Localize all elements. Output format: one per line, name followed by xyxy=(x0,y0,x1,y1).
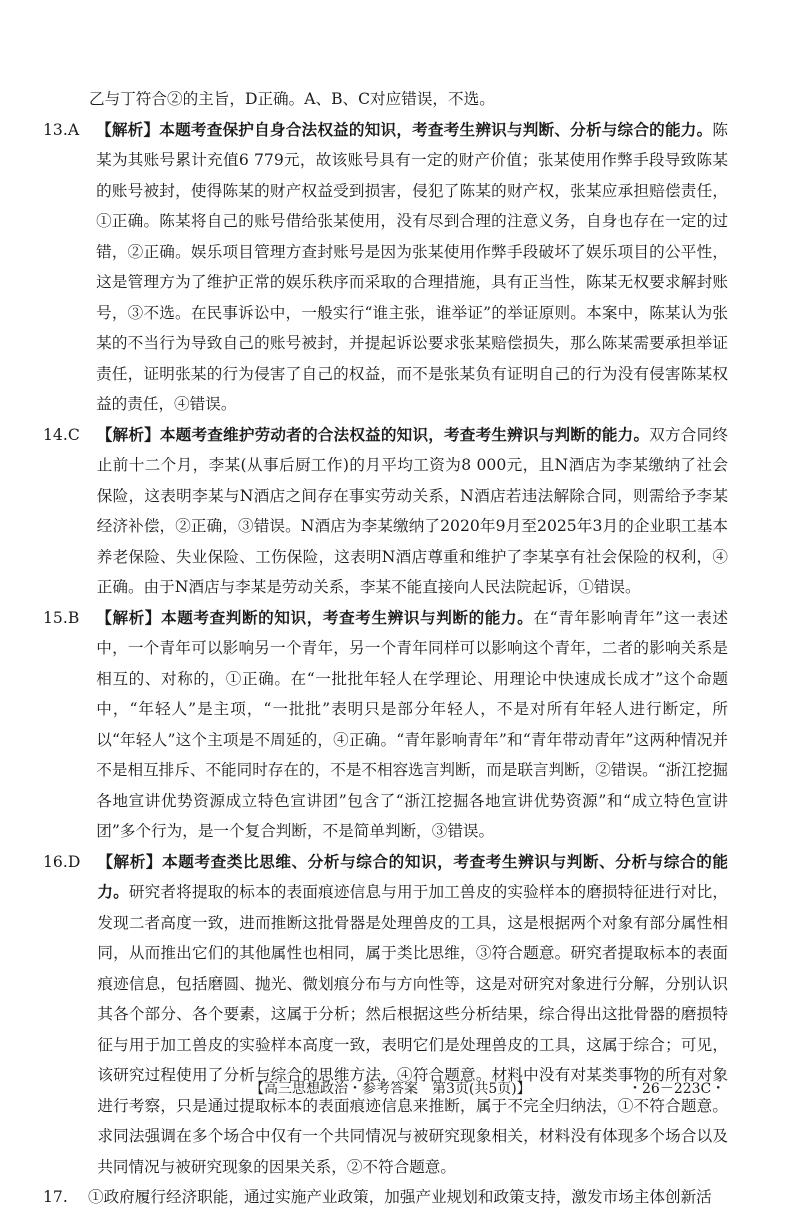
answer-item-16 xyxy=(43,847,728,1183)
answer-body xyxy=(97,847,728,1183)
answer-letter: B xyxy=(67,608,80,627)
question-number: 15.B xyxy=(43,608,80,627)
lead-paragraph: 乙与丁符合②的主旨，D正确。A、B、C对应错误，不选。 xyxy=(89,90,495,108)
answer-text: ①政府履行经济职能，通过实施产业政策，加强产业规划和政策支持，激发市场主体创新活 xyxy=(88,1188,712,1206)
analysis-heading: 【解析】本题考查判断的知识，考查考生辨识与判断的能力。 xyxy=(96,607,534,627)
analysis-heading: 【解析】本题考查维护劳动者的合法权益的知识，考查考生辨识与判断的能力。 xyxy=(96,424,650,444)
footer-page-info: 【高三思想政治・参考答案 第3页(共5页)】 xyxy=(250,1081,531,1097)
page-content xyxy=(43,84,729,1213)
analysis-heading: 【解析】本题考查类比思维、分析与综合的知识，考查考生辨识与判断、分析与综合的能力。 xyxy=(97,851,728,901)
question-number: 16.D xyxy=(43,852,81,871)
analysis-text: 双方合同终止前十二个月，李某(从事后厨工作)的月平均工资为8 000元，且N酒店为李某缴纳了社会保险，这表明李某与N酒店之间存在事实劳动关系，N酒店若违法解除合同，则需给予李某经济补偿，②正确，③错误。N酒店为李某缴纳了2020年9月至2025年3月的企业职工基本养老保险、失业保险、工伤保险，这表明N酒店尊重和维护了李某享有社会保险的权利，④正确。由于N酒店与李某是劳动关系，李某不能直接向人民法院起诉，①错误。 xyxy=(96,425,728,596)
answer-body xyxy=(96,603,728,847)
answer-item-17 xyxy=(43,1182,728,1213)
answer-letter: A xyxy=(67,120,80,139)
answer-body xyxy=(97,420,728,603)
answer-body xyxy=(96,115,728,420)
answer-letter: C xyxy=(67,425,80,444)
footer-code: ・26－223C・ xyxy=(628,1081,726,1097)
answer-item-13 xyxy=(43,115,728,420)
analysis-text: 研究者将提取的标本的表面痕迹信息与用于加工兽皮的实验样本的磨损特征进行对比，发现二者高度一致，进而推断这批骨器是处理兽皮的工具，这是根据两个对象有部分属性相同，从而推出它们的其他属性也相同，属于类比思维，③符合题意。研究者提取标本的表面痕迹信息，包括磨圆、抛光、微划痕分布与方向性等，这是对研究对象进行分解，分别认识其各个部分、各个要素，这属于分析；然后根据这些分析结果，综合得出这批骨器的磨损特征与用于加工兽皮的实验样本高度一致，表明它们是处理兽皮的工具，这属于综合；可见，该研究过程使用了分析与综合的思维方法，④符合题意。材料中没有对某类事物的所有对象进行考察，只是通过提取标本的表面痕迹信息来推断，属于不完全归纳法，①不符合题意。求同法强调在多个场合中仅有一个共同情况与被研究现象相关，材料没有体现多个场合以及共同情况与被研究现象的因果关系，②不符合题意。 xyxy=(97,883,728,1176)
analysis-text: 在“青年影响青年”这一表述中，一个青年可以影响另一个青年，另一个青年同样可以影响这个青年，二者的影响关系是相互的、对称的，①正确。在“一批批年轻人在学理论、用理论中快速成长成才”这个命题中，“年轻人”是主项，“一批批”表明只是部分年轻人，不是对所有年轻人进行断定，所以“年轻人”这个主项是不周延的，④正确。“青年影响青年”和“青年带动青年”这两种情况并不是相互排斥、不能同时存在的，不是不相容选言判断，而是联言判断，②错误。“浙江挖掘各地宣讲优势资源成立特色宣讲团”包含了“浙江挖掘各地宣讲优势资源”和“成立特色宣讲团”多个行为，是一个复合判断，不是简单判断，③错误。 xyxy=(96,608,729,840)
question-number: 14.C xyxy=(43,425,80,444)
question-number: 13.A xyxy=(43,120,80,139)
answer-letter: D xyxy=(67,852,81,871)
analysis-text: 陈某为其账号累计充值6 779元，故该账号具有一定的财产价值；张某使用作弊手段导致陈某的账号被封，使得陈某的财产权益受到损害，侵犯了陈某的财产权，张某应承担赔偿责任，①正确。陈某将自己的账号借给张某使用，没有尽到合理的注意义务，自身也存在一定的过错，②正确。娱乐项目管理方查封账号是因为张某使用作弊手段破坏了娱乐项目的公平性，这是管理方为了维护正常的娱乐秩序而采取的合理措施，具有正当性，陈某无权要求解封账号，③不选。在民事诉讼中，一般实行“谁主张，谁举证”的举证原则。本案中，陈某认为张某的不当行为导致自己的账号被封，并提起诉讼要求张某赔偿损失，那么陈某需要承担举证责任，证明张某的行为侵害了自己的权益，而不是张某负有证明自己的行为没有侵害陈某权益的责任，④错误。 xyxy=(96,120,728,413)
answer-item-14 xyxy=(43,420,728,603)
answer-item-15 xyxy=(43,603,729,847)
question-number: 17. xyxy=(43,1188,68,1206)
analysis-heading: 【解析】本题考查保护自身合法权益的知识，考查考生辨识与判断、分析与综合的能力。 xyxy=(96,119,713,139)
